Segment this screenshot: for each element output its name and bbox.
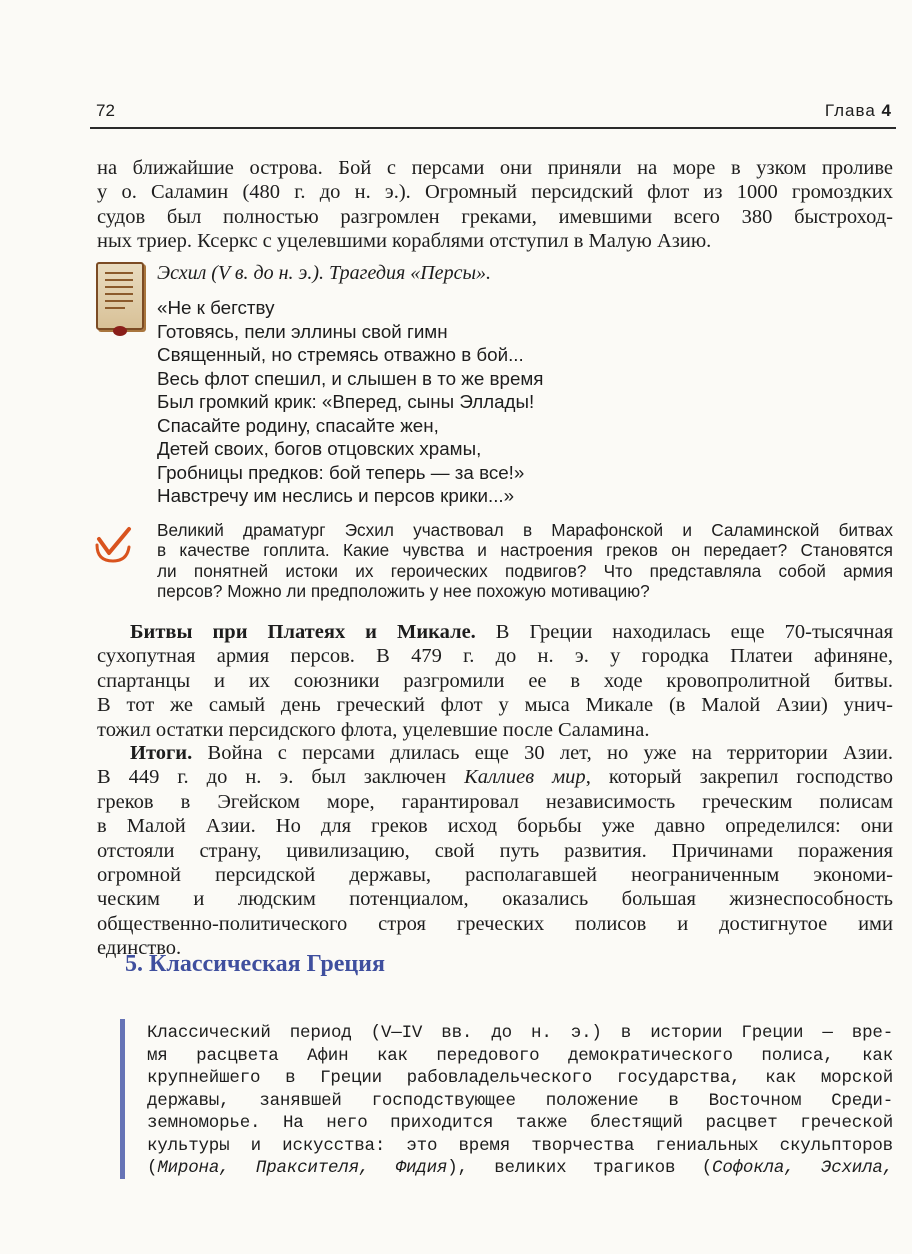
text-line: крупнейшего в Греции рабовладельческого государства, как морской xyxy=(147,1068,893,1088)
text-line xyxy=(147,1157,893,1180)
paragraph-heading: Итоги. xyxy=(130,742,193,764)
text-run: ), великих трагиков ( xyxy=(447,1158,713,1178)
document-scroll-icon xyxy=(96,262,144,330)
poem-line: Был громкий крик: «Вперед, сыны Эллады! xyxy=(157,391,535,412)
paragraph-plataea-mycale xyxy=(97,620,893,742)
poem-line: Весь флот спешил, и слышен в то же время xyxy=(157,367,544,389)
tragedian-names: Софокла, Эсхила, xyxy=(712,1158,894,1178)
question-block xyxy=(157,520,893,602)
question-line: ли понятней истоки их героических подвигов? Что представляла собой армия xyxy=(157,560,893,581)
text-run: В Греции находилась еще 70-тысячная xyxy=(475,621,894,643)
text-line: у о. Саламин (480 г. до н. э.). Огромный персидский флот из 1000 громоздких xyxy=(97,181,893,204)
text-run: , который закрепил господство xyxy=(585,766,893,789)
poem-line: «Не к бегству xyxy=(157,297,275,318)
chapter-label xyxy=(825,101,892,121)
page-header xyxy=(96,101,892,129)
question-line: в качестве гоплита. Какие чувства и настроения греков он передает? Становятся xyxy=(157,540,893,561)
paragraph-salamis xyxy=(97,156,893,254)
text-line: державы, занявшей господствующее положение в Восточном Среди- xyxy=(147,1090,893,1111)
poem-line: Гробницы предков: бой теперь — за все!» xyxy=(157,461,525,483)
poem-line: Детей своих, богов отцовских храмы, xyxy=(157,438,482,459)
text-line: отстояли страну, цивилизацию, свой путь развития. Причинами поражения xyxy=(97,839,893,862)
text-line: спартанцы и их союзники разгромили ее в ходе кровопролитной битвы. xyxy=(97,669,893,692)
poem-line: Спасайте родину, спасайте жен, xyxy=(157,414,439,436)
question-line: персов? Можно ли предположить у нее похожую мотивацию? xyxy=(157,581,650,602)
text-line: общественно-политического строя греческих полисов и достигнутое ими xyxy=(97,912,893,935)
text-line: мя расцвета Афин как передового демократического полиса, как xyxy=(147,1045,893,1066)
text-line: огромной персидской державы, располагавшей неограниченным экономи- xyxy=(97,864,893,887)
source-title: Эсхил (V в. до н. э.). Трагедия «Персы». xyxy=(157,262,491,284)
section-accent-bar xyxy=(120,1019,125,1179)
section-heading: 5. Классическая Греция xyxy=(125,951,385,977)
paragraph-heading: Битвы при Платеях и Микале. xyxy=(130,621,476,643)
text-line xyxy=(97,620,893,644)
text-line: ных триер. Ксеркс с уцелевшими кораблями отступил в Малую Азию. xyxy=(97,230,712,253)
text-line xyxy=(97,765,893,789)
poem-excerpt xyxy=(157,296,543,508)
text-line: в Малой Азии. Но для греков исход борьбы уже давно определился: они xyxy=(97,815,893,838)
paragraph-results xyxy=(97,741,893,961)
chapter-number: 4 xyxy=(881,101,892,120)
chapter-word: Глава xyxy=(824,101,876,120)
header-divider xyxy=(90,127,896,129)
text-run: Война с персами длилась еще 30 лет, но уже на территории Азии. xyxy=(192,742,893,764)
text-line: земноморье. На него приходится также блестящий расцвет греческой xyxy=(147,1113,893,1133)
text-line xyxy=(97,741,893,765)
sculptor-names: Мирона, Праксителя, Фидия xyxy=(157,1158,448,1178)
text-line: на ближайшие острова. Бой с персами они приняли на море в узком проливе xyxy=(97,157,893,179)
text-line: единство. xyxy=(97,937,182,960)
paragraph-classical-period xyxy=(147,1022,893,1180)
text-run: ( xyxy=(147,1158,158,1178)
page-number: 72 xyxy=(96,101,115,120)
poem-line: Навстречу им неслись и персов крики...» xyxy=(157,485,515,506)
question-line: Великий драматург Эсхил участвовал в Марафонской и Саламинской битвах xyxy=(157,520,893,540)
text-line: культуры и искусства: это время творчества гениальных скульпторов xyxy=(147,1135,893,1156)
text-line: Классический период (V—IV вв. до н. э.) в истории Греции — вре- xyxy=(147,1023,893,1043)
poem-line: Готовясь, пели эллины свой гимн xyxy=(157,320,448,342)
term-callias-peace: Каллиев мир xyxy=(464,766,586,789)
poem-line: Священный, но стремясь отважно в бой... xyxy=(157,344,524,365)
text-line: судов был полностью разгромлен греками, имевшими всего 380 быстроход- xyxy=(97,205,893,228)
text-run: В 449 г. до н. э. был заключен xyxy=(97,766,465,789)
text-line: греков в Эгейском море, гарантировал независимость греческим полисам xyxy=(97,790,893,813)
text-line: тожил остатки персидского флота, уцелевшие после Саламина. xyxy=(97,718,650,741)
text-line: ческим и людским потенциалом, оказались большая жизнеспособность xyxy=(97,888,893,911)
checkmark-question-icon xyxy=(93,523,135,565)
text-line: В тот же самый день греческий флот у мыса Микале (в Малой Азии) унич- xyxy=(97,694,893,717)
text-line: сухопутная армия персов. В 479 г. до н. э. у городка Платеи афиняне, xyxy=(97,645,893,668)
